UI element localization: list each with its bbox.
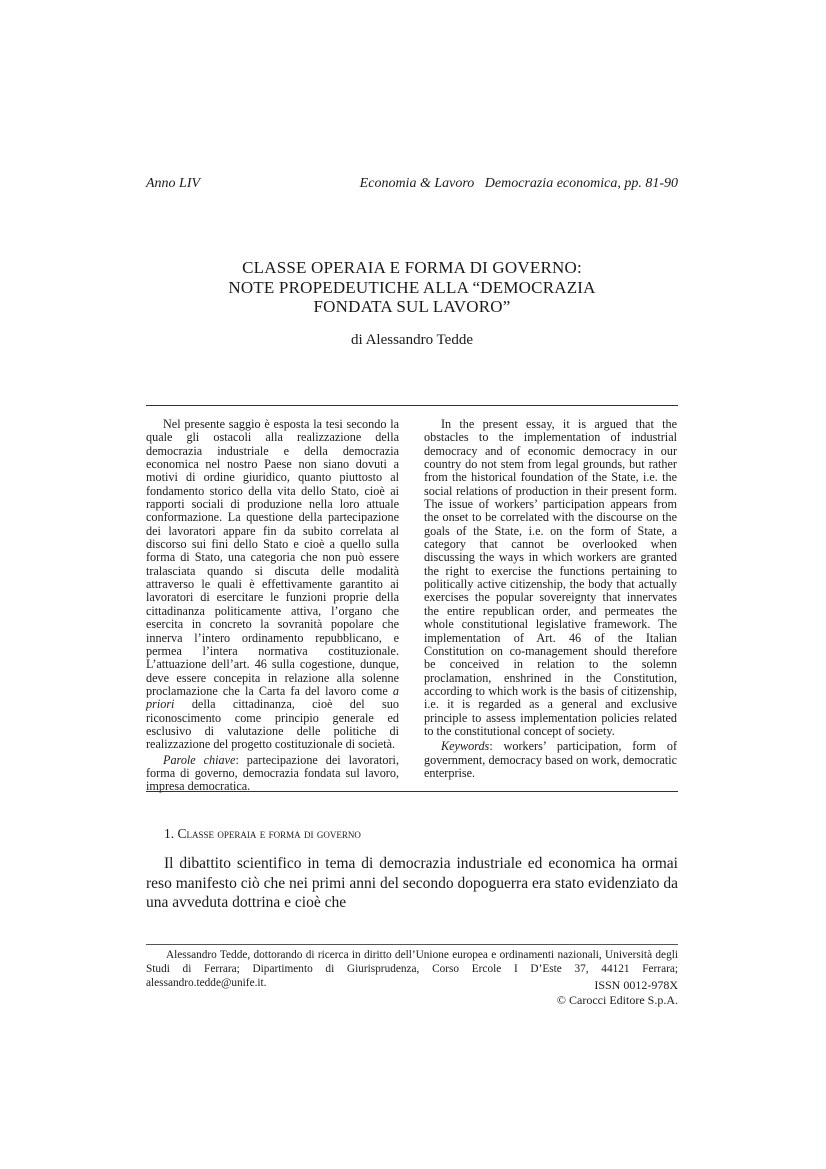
abstract-italian [146, 418, 399, 794]
author-line: di Alessandro Tedde [351, 332, 473, 348]
section-number: 1. [164, 826, 175, 841]
abstract-english-text: In the present essay, it is argued that the obstacles to the implementation of industrial democracy and of economic democracy in our country do not stem from legal grounds, but rather from the historical foundation of the State, i.e. the social relations of production in their present form. The issue of workers’ participation appears from the onset to be correlated with the discourse on the goals of the State, i.e. on the form of State, a category that cannot be overlooked when discussing the ways in which workers are granted the right to exercise the functions pertaining to politically active citizenship, the body that actually exercises the popular sovereignty that innervates the entire republican order, and permeates the whole constitutional legislative framework. The implementation of Art. 46 of the Italian Constitution on co-management should therefore be conceived in relation to the solemn proclamation, enshrined in the Constitution, according to which work is the basis of citizenship, i.e. it is regarded as a general and exclusive principle to assess implementation policies related to the constitutional concept of society. [424, 417, 677, 738]
keywords-label-en: Keywords [441, 739, 490, 754]
article-title [146, 258, 678, 317]
body-text [146, 854, 678, 913]
abstract-english-keywords [424, 740, 677, 780]
keywords-en: : workers’ participation, form of government, democracy based on work, democratic enterprise. [424, 739, 677, 780]
title-line-3: FONDATA SUL LAVORO” [313, 297, 511, 316]
running-head-right: Economia & Lavoro Democrazia economica, pp. 81-90 [359, 176, 678, 191]
body-paragraph: Il dibattito scientifico in tema di democrazia industriale ed economica ha ormai reso manifesto ciò che nei primi anni del secondo dopoguerra era stato evidenziato da una avveduta dottrina e cioè che [146, 855, 678, 911]
abstract-it-main: Nel presente saggio è esposta la tesi secondo la quale gli ostacoli alla realizzazione della democrazia industriale e della democrazia economica nel nostro Paese non siano dovuti a motivi di ordine giuridico, quanto piuttosto al fondamento storico della vita dello Stato, cioè ai rapporti sociali di produzione nella loro attuale conformazione. La questione della partecipazione dei lavoratori appare fin da subito correlata al discorso sui fini dello Stato e cioè a quello sulla forma di Stato, una categoria che non può essere tralasciata quando si discuta delle modalità attraverso le quali è effettivamente garantito ai lavoratori di esercitare le funzioni proprie della cittadinanza politicamente attiva, l’organo che esercita in concreto la sovranità popolare che innerva l’intero ordinamento repubblicano, e permea l’intera normativa costituzionale. L’attuazione dell’art. 46 sulla cogestione, dunque, deve essere concepita in relazione alla solenne proclamazione che la Carta fa del lavoro come [146, 417, 399, 698]
section-heading [164, 826, 361, 842]
keywords-it: : partecipazione dei lavoratori, forma di governo, democrazia fondata sul lavoro, impresa democratica. [146, 752, 399, 794]
running-head [146, 176, 678, 196]
abstract-it-italic: a priori [146, 683, 399, 712]
section-title: Classe operaia e forma di governo [177, 826, 361, 841]
abstract-italian-text [146, 418, 399, 752]
publisher: © Carocci Editore S.p.A. [556, 992, 678, 1007]
abstract-english [424, 418, 677, 780]
title-line-1: CLASSE OPERAIA E FORMA DI GOVERNO: [242, 258, 582, 277]
keywords-label-it: Parole chiave [163, 752, 236, 767]
title-line-2: NOTE PROPEDEUTICHE ALLA “DEMOCRAZIA [228, 277, 596, 297]
abstract-italian-keywords [146, 754, 399, 794]
footnote-text: Alessandro Tedde, dottorando di ricerca in diritto dell’Unione europea e ordinamenti nazionali, Università degli Studi di Ferrara; Dipartimento di Giurisprudenza, Corso Ercole I D’Este 37, 44121 Ferrara; alessandro.tedde@unife.it. [146, 949, 678, 989]
issn: ISSN 0012-978X [594, 978, 678, 992]
abstract-bottom-rule [146, 791, 678, 792]
running-head-left: Anno LIV [146, 176, 201, 191]
footnote-rule [146, 944, 678, 945]
abstract-top-rule [146, 405, 678, 406]
imprint [557, 978, 678, 1007]
abstract-it-end: della cittadinanza, cioè del suo riconoscimento come principio generale ed esclusivo di valutazione delle politiche di realizzazione del progetto costituzionale di società. [146, 697, 399, 752]
